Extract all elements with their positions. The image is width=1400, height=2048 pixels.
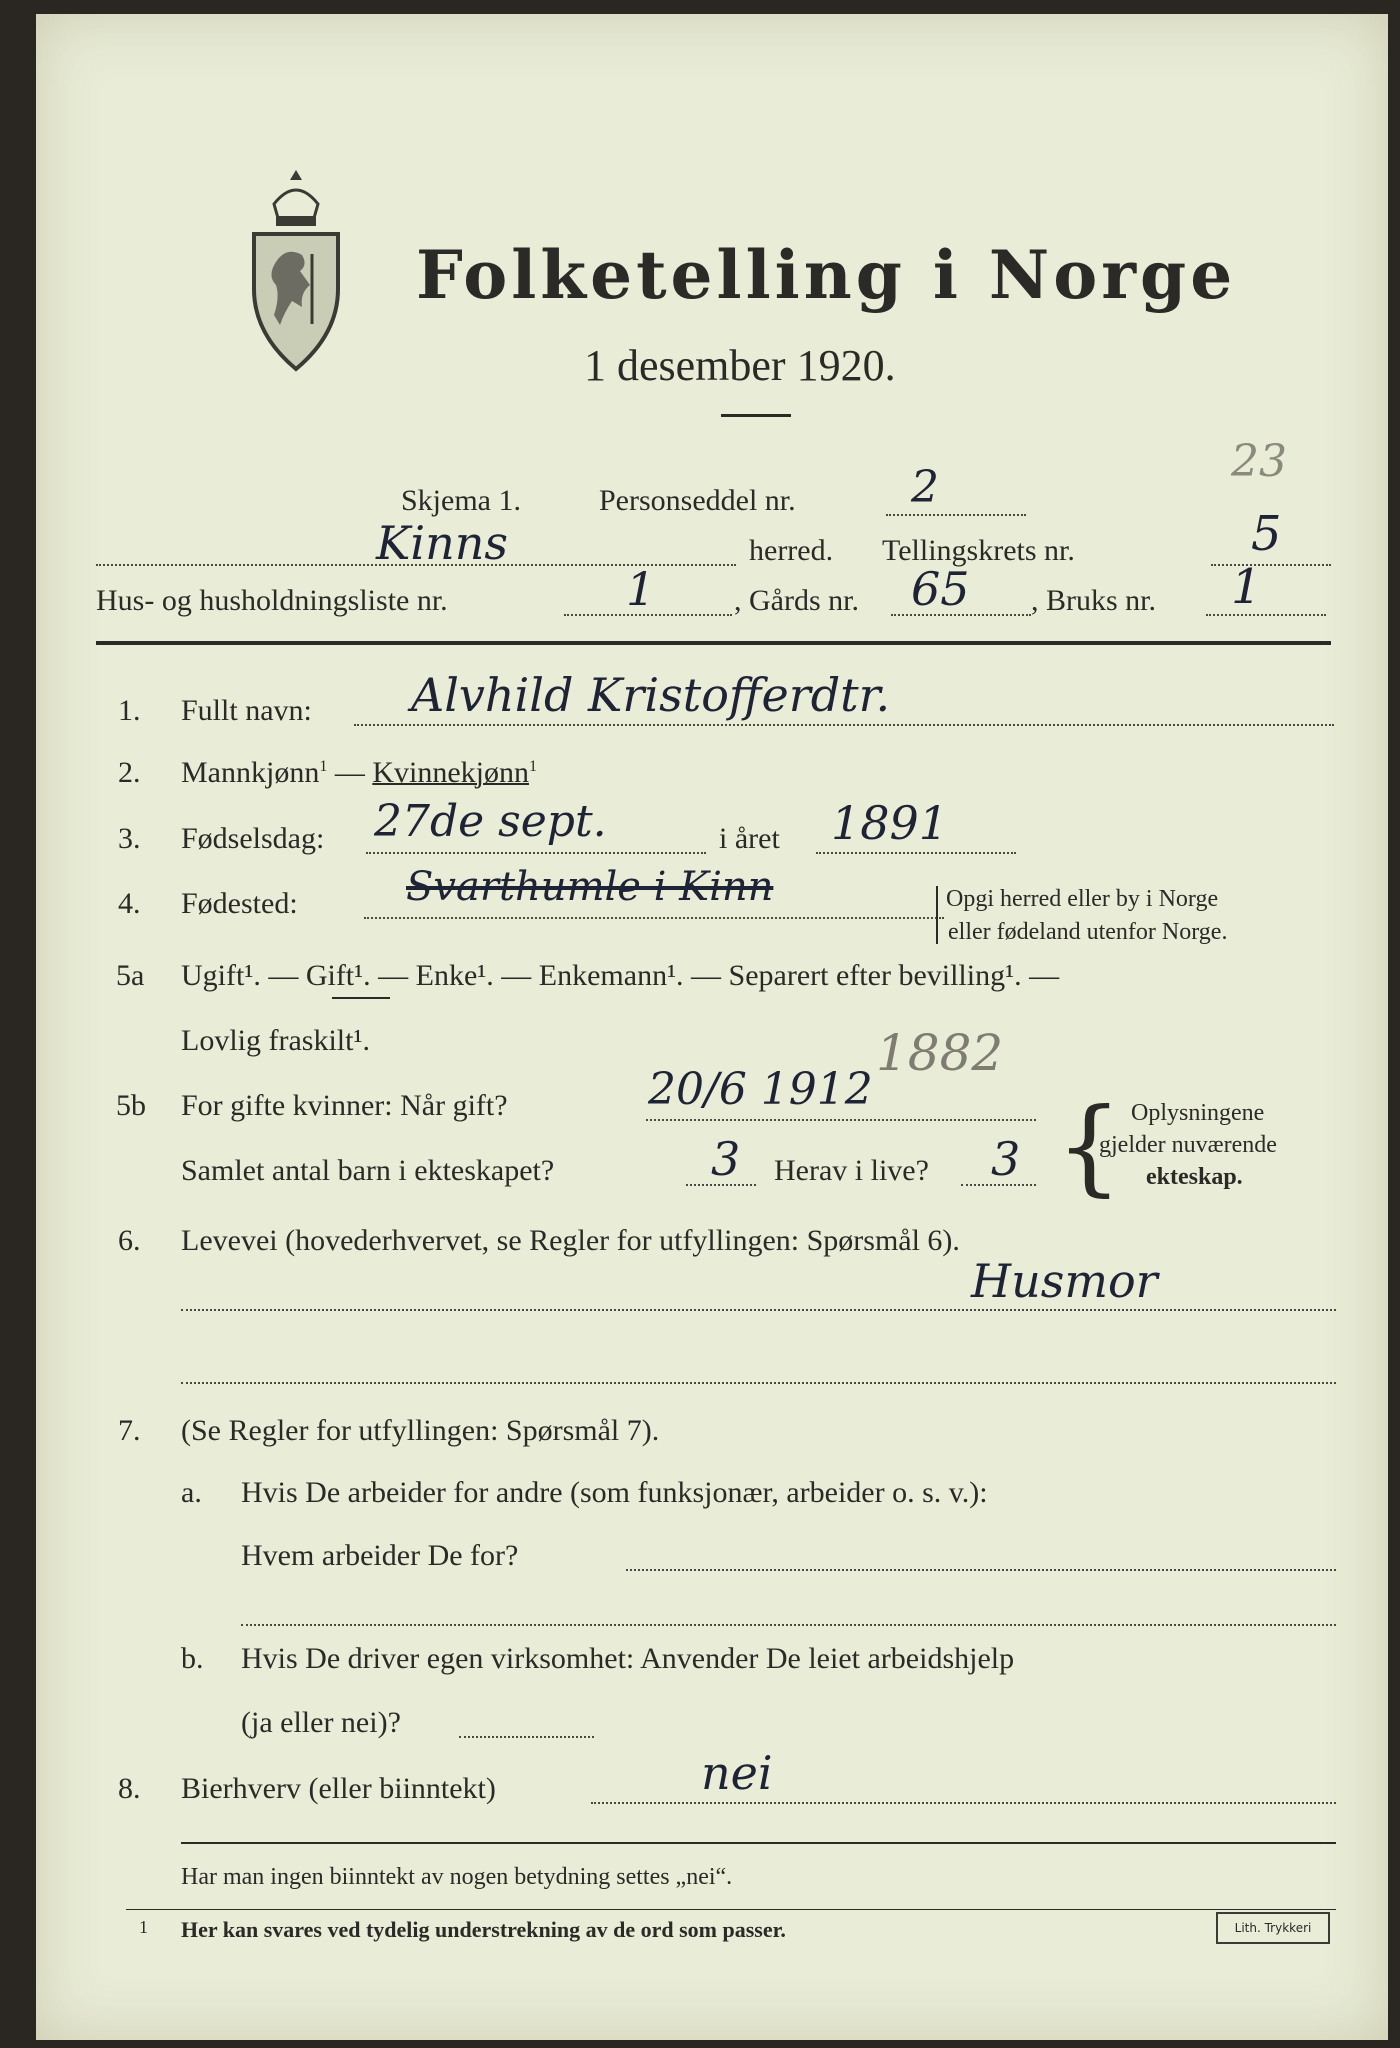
form-date: 1 desember 1920.	[584, 341, 896, 390]
census-form-page	[36, 14, 1388, 2040]
q7a-line-2: Hvem arbeider De for?	[241, 1539, 519, 1572]
q4-line	[364, 917, 944, 919]
tellingskrets-line	[1211, 564, 1331, 566]
q5b-note-3: ekteskap.	[1146, 1164, 1243, 1190]
footnote-rule	[126, 1909, 1336, 1910]
title-divider	[721, 414, 791, 417]
q6-line-1	[181, 1309, 1336, 1311]
herred-value: Kinns	[376, 516, 508, 570]
q3-date-line	[366, 852, 706, 854]
personseddel-value: 2	[911, 462, 939, 513]
q3-year-label: i året	[719, 822, 780, 855]
q5b-married-label: For gifte kvinner: Når gift?	[181, 1089, 508, 1122]
q7a-answer-line-1	[626, 1569, 1336, 1571]
footnote-text: Her kan svares ved tydelig understrekning av de ord som passer.	[181, 1917, 786, 1942]
corner-pencil-number: 23	[1231, 436, 1287, 487]
q1-value: Alvhild Kristofferdtr.	[411, 668, 891, 722]
q4-number: 4.	[118, 887, 141, 920]
gards-label: , Gårds nr.	[734, 584, 859, 617]
q7a-answer-line-2	[241, 1624, 1336, 1626]
q5b-alive-label: Herav i live?	[774, 1154, 929, 1187]
tellingskrets-label: Tellingskrets nr.	[882, 534, 1075, 567]
q5a-line-1: Ugift¹. — Gift¹. — Enke¹. — Enkemann¹. — Separert efter bevilling¹. —	[181, 959, 1060, 992]
q7a-number: a.	[181, 1476, 202, 1509]
q3-label: Fødselsdag:	[181, 822, 325, 855]
q2-separator: —	[327, 756, 373, 789]
q3-year-line	[816, 852, 1016, 854]
q5b-pencil-year: 1882	[876, 1024, 1004, 1082]
q7b-line-1: Hvis De driver egen virksomhet: Anvender De leiet arbeidshjelp	[241, 1642, 1015, 1675]
q8-number: 8.	[118, 1772, 141, 1805]
q2-number: 2.	[118, 756, 141, 789]
q7b-number: b.	[181, 1642, 204, 1675]
footer-rule	[181, 1842, 1336, 1844]
q5b-married-value: 20/6 1912	[648, 1064, 873, 1115]
q1-label: Fullt navn:	[181, 694, 312, 727]
q5a-gift-underline	[332, 997, 390, 999]
q7-label: (Se Regler for utfyllingen: Spørsmål 7).	[181, 1414, 660, 1447]
q7b-line-2: (ja eller nei)?	[241, 1706, 401, 1739]
q5a-line-2: Lovlig fraskilt¹.	[181, 1024, 370, 1057]
husholdningsliste-label: Hus- og husholdningsliste nr.	[96, 584, 448, 617]
q2-options	[181, 756, 537, 790]
q5a-number: 5a	[116, 959, 145, 992]
q7b-answer-line	[459, 1736, 594, 1738]
q5b-children-value: 3	[711, 1132, 741, 1186]
gards-value: 65	[911, 562, 970, 616]
q6-value: Husmor	[971, 1254, 1158, 1308]
skjema-label: Skjema 1.	[401, 484, 521, 517]
q5b-children-label: Samlet antal barn i ekteskapet?	[181, 1154, 555, 1187]
q5b-number: 5b	[116, 1089, 146, 1122]
q2-female-sup: 1	[528, 758, 537, 775]
q4-note-2: eller fødeland utenfor Norge.	[948, 919, 1228, 945]
herred-label: herred.	[749, 534, 834, 567]
q4-brace	[936, 886, 938, 944]
footnote-mark: 1	[139, 1917, 148, 1937]
q3-year-value: 1891	[831, 796, 949, 850]
q2-male-sup: 1	[319, 758, 328, 775]
q2-male-label: Mannkjønn	[181, 756, 320, 789]
q7a-line-1: Hvis De arbeider for andre (som funksjonær, arbeider o. s. v.):	[241, 1476, 988, 1509]
q6-line-2	[181, 1382, 1336, 1384]
q5b-alive-value: 3	[991, 1132, 1021, 1186]
form-title: Folketelling i Norge	[416, 236, 1237, 314]
tellingskrets-value: 5	[1251, 506, 1282, 562]
bruks-value: 1	[1231, 559, 1262, 615]
norwegian-coat-of-arms-icon	[246, 164, 346, 374]
q3-number: 3.	[118, 822, 141, 855]
bruks-label: , Bruks nr.	[1031, 584, 1157, 617]
personseddel-label: Personseddel nr.	[599, 484, 796, 517]
q2-female-label: Kvinnekjønn	[372, 756, 529, 789]
q4-note-1: Opgi herred eller by i Norge	[946, 886, 1219, 912]
q5b-note-2: gjelder nuværende	[1099, 1132, 1277, 1158]
q6-label: Levevei (hovederhvervet, se Regler for utfyllingen: Spørsmål 6).	[181, 1224, 960, 1257]
header-rule	[96, 641, 1331, 645]
printer-stamp: Lith. Trykkeri	[1216, 1912, 1330, 1944]
footer-note: Har man ingen biinntekt av nogen betydning settes „nei“.	[181, 1864, 733, 1890]
q4-label: Fødested:	[181, 887, 298, 920]
q1-number: 1.	[118, 694, 141, 727]
q5b-married-line	[646, 1119, 1036, 1121]
q6-number: 6.	[118, 1224, 141, 1257]
q8-label: Bierhverv (eller biinntekt)	[181, 1772, 496, 1805]
q8-line	[591, 1802, 1336, 1804]
q8-value: nei	[701, 1746, 773, 1800]
q1-line	[354, 724, 1334, 726]
bruks-line	[1206, 614, 1326, 616]
q7-number: 7.	[118, 1414, 141, 1447]
husholdningsliste-value: 1	[626, 562, 656, 616]
personseddel-line	[886, 514, 1026, 516]
q5b-brace: {	[1056, 1085, 1123, 1207]
q5b-note-1: Oplysningene	[1131, 1100, 1265, 1126]
q4-value: Svarthumle i Kinn	[406, 864, 774, 910]
q3-date-value: 27de sept.	[374, 796, 607, 847]
